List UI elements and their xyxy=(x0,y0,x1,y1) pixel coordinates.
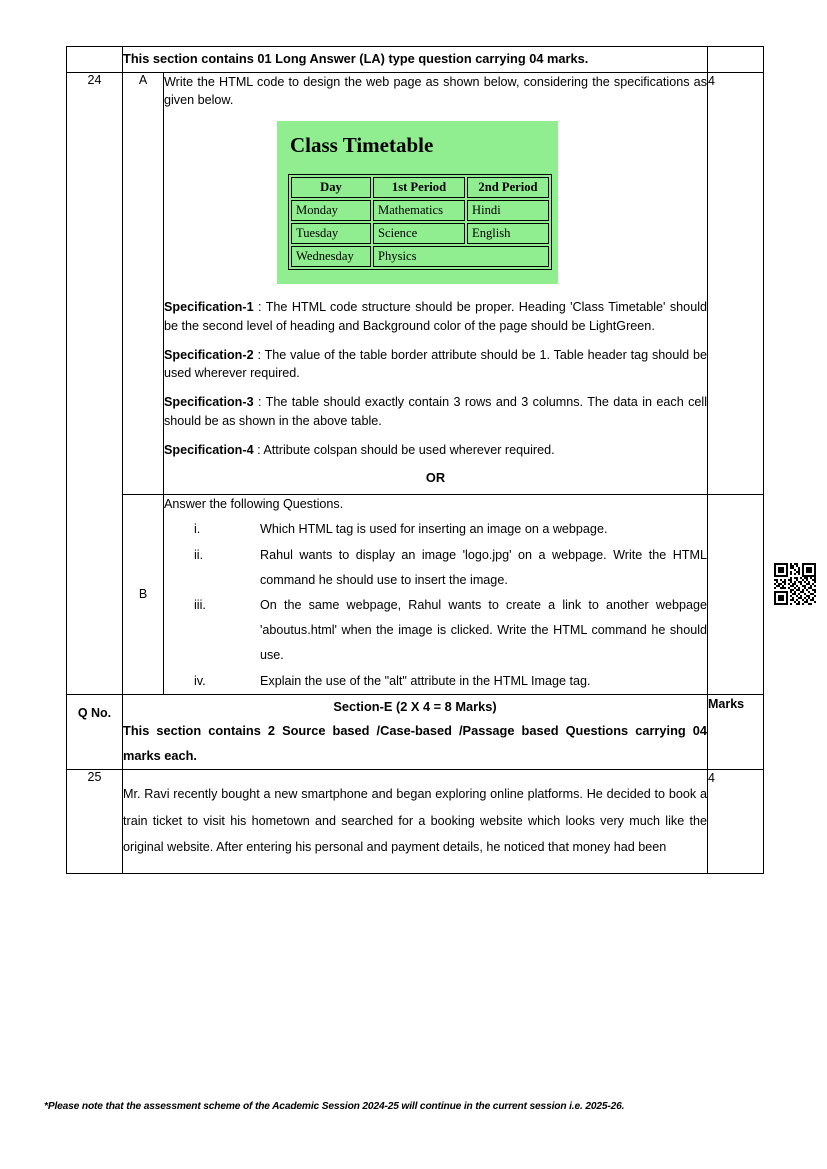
timetable-row-monday xyxy=(291,200,549,221)
part-b-intro: Answer the following Questions. xyxy=(164,497,344,512)
timetable-cell-period-1: Science xyxy=(373,223,465,244)
specification-4-label: Specification-4 xyxy=(164,442,254,457)
question-24a-body xyxy=(164,72,708,494)
specification-1-text: : The HTML code structure should be proper. Heading 'Class Timetable' should be the second level of heading and Background color of the page should be LightGreen. xyxy=(164,300,707,333)
timetable-header-row xyxy=(291,177,549,198)
table-row-question-24b xyxy=(67,495,764,695)
list-item xyxy=(164,517,707,542)
table-row-section-e-header xyxy=(67,694,764,769)
question-number-24: 24 xyxy=(67,72,123,694)
specification-1 xyxy=(164,298,707,335)
list-item xyxy=(164,669,707,694)
list-item-numeral: iii. xyxy=(194,597,206,612)
timetable-cell-period-2: English xyxy=(467,223,549,244)
webpage-preview-figure xyxy=(277,121,558,284)
question-25-text: Mr. Ravi recently bought a new smartphone and began exploring online platforms. He decided to book a train ticket to visit his hometown and searched for a booking website which looks very much like the original website. After entering his personal and payment details, he noticed that money had been xyxy=(123,786,707,855)
list-item-text: Explain the use of the "alt" attribute in the HTML Image tag. xyxy=(260,673,591,688)
list-item xyxy=(164,543,707,593)
footer-note: *Please note that the assessment scheme of the Academic Session 2024-25 will continue in the current session i.e. 2025-26. xyxy=(44,1101,625,1112)
question-number-25: 25 xyxy=(67,769,123,873)
timetable-row-wednesday xyxy=(291,246,549,267)
timetable-cell-day: Monday xyxy=(291,200,371,221)
section-e-subtitle: This section contains 2 Source based /Case-based /Passage based Questions carrying 04 marks each. xyxy=(123,723,707,763)
specification-4 xyxy=(164,441,707,459)
specification-3 xyxy=(164,393,707,430)
qr-code-icon xyxy=(772,561,818,607)
specification-4-text: : Attribute colspan should be used wherever required. xyxy=(253,442,555,457)
section-e-header-body xyxy=(123,694,708,769)
specification-1-label: Specification-1 xyxy=(164,300,254,315)
cell-empty-marks xyxy=(708,47,764,73)
specification-3-label: Specification-3 xyxy=(164,395,254,410)
timetable-header-period-2: 2nd Period xyxy=(467,177,549,198)
or-separator: OR xyxy=(425,470,446,486)
cell-empty-qno xyxy=(67,47,123,73)
webpage-heading: Class Timetable xyxy=(290,133,434,158)
timetable-row-tuesday xyxy=(291,223,549,244)
question-24b-body xyxy=(164,495,708,695)
table-row-question-25 xyxy=(67,769,764,873)
list-item-text: Which HTML tag is used for inserting an image on a webpage. xyxy=(260,522,608,537)
section-d-note: This section contains 01 Long Answer (LA) type question carrying 04 marks. xyxy=(123,47,708,73)
question-25-body xyxy=(123,769,708,873)
list-item-text: Rahul wants to display an image 'logo.jpg' on a webpage. Write the HTML command he should use to insert the image. xyxy=(260,547,707,587)
specification-3-text: : The table should exactly contain 3 rows and 3 columns. The data in each cell should be as shown in the above table. xyxy=(164,395,707,428)
specification-2-text: : The value of the table border attribute should be 1. Table header tag should be used wherever required. xyxy=(164,347,707,381)
specification-2 xyxy=(164,346,707,383)
marks-question-24: 4 xyxy=(708,72,764,494)
part-a-prompt: Write the HTML code to design the web page as shown below, considering the specifications as given below. xyxy=(164,74,707,108)
column-header-marks: Marks xyxy=(708,694,764,769)
timetable-header-period-1: 1st Period xyxy=(373,177,465,198)
timetable-cell-day: Tuesday xyxy=(291,223,371,244)
column-header-qno: Q No. xyxy=(67,694,123,769)
list-item-text: On the same webpage, Rahul wants to create a link to another webpage 'aboutus.html' when the image is clicked. Write the HTML command he should use. xyxy=(260,597,707,663)
list-item-numeral: ii. xyxy=(194,547,204,562)
timetable-cell-period-1: Mathematics xyxy=(373,200,465,221)
section-e-title: Section-E (2 X 4 = 8 Marks) xyxy=(333,698,497,714)
list-item-numeral: i. xyxy=(194,522,201,537)
table-row-question-24a xyxy=(67,72,764,494)
timetable-cell-period-2: Hindi xyxy=(467,200,549,221)
timetable-cell-day: Wednesday xyxy=(291,246,371,267)
specification-2-label: Specification-2 xyxy=(164,347,254,362)
part-b-question-list xyxy=(164,517,707,693)
question-part-label-a: A xyxy=(123,72,164,494)
list-item xyxy=(164,593,707,669)
cell-empty-marks-24b xyxy=(708,495,764,695)
question-part-label-b: B xyxy=(123,495,164,695)
marks-question-25: 4 xyxy=(708,769,764,873)
timetable-header-day: Day xyxy=(291,177,371,198)
class-timetable-table xyxy=(288,174,552,270)
list-item-numeral: iv. xyxy=(194,673,206,688)
table-row-section-d-note xyxy=(67,47,764,73)
timetable-cell-colspan-physics: Physics xyxy=(373,246,549,267)
exam-question-table xyxy=(66,46,764,874)
